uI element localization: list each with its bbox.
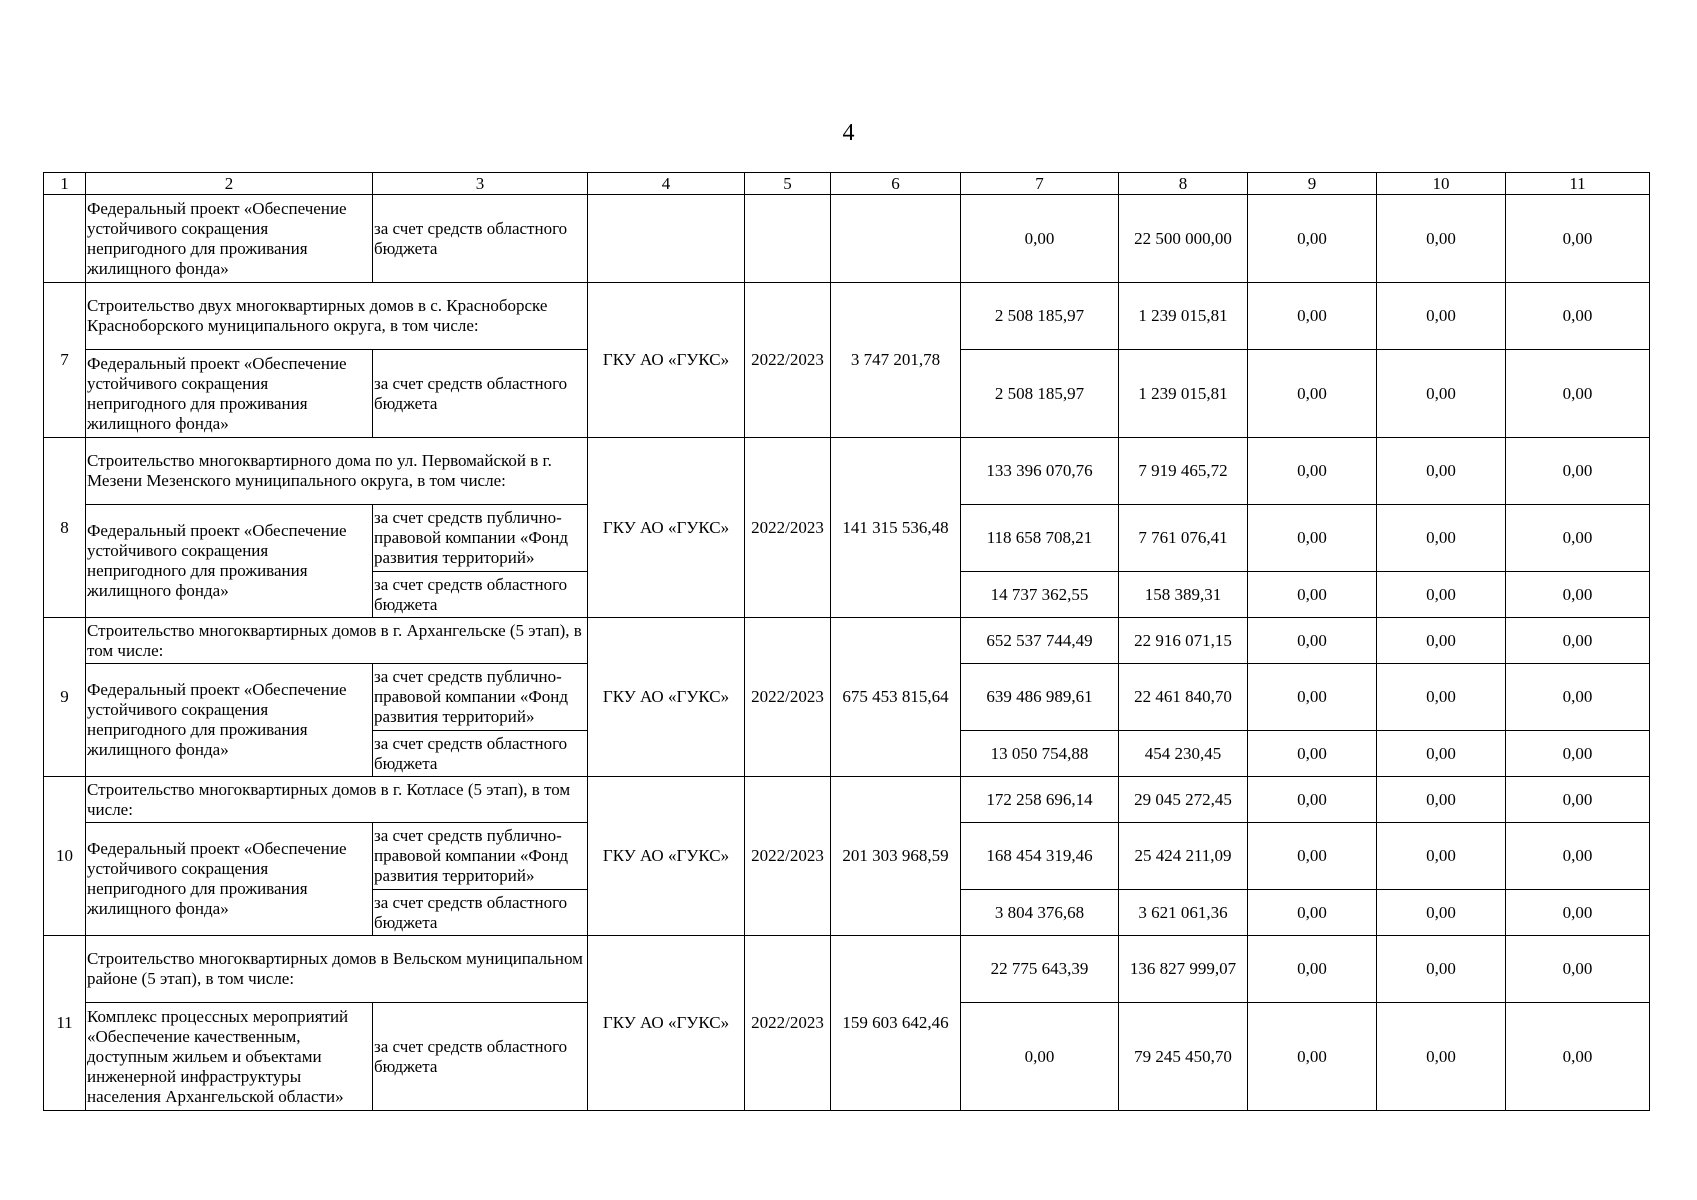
value-cell: 0,00 (1248, 350, 1377, 438)
period-cell: 2022/2023 (745, 438, 831, 618)
header-cell: 10 (1377, 173, 1506, 195)
value-cell: 0,00 (1506, 936, 1650, 1003)
value-cell: 0,00 (1377, 823, 1506, 890)
value-cell: 0,00 (1248, 505, 1377, 572)
value-cell: 1 239 015,81 (1119, 350, 1248, 438)
value-cell: 13 050 754,88 (961, 731, 1119, 777)
header-cell: 5 (745, 173, 831, 195)
value-cell: 0,00 (1377, 438, 1506, 505)
value-cell: 3 621 061,36 (1119, 890, 1248, 936)
value-cell: 0,00 (1377, 283, 1506, 350)
budget-table (43, 172, 1650, 1111)
period-cell: 2022/2023 (745, 618, 831, 777)
value-cell: 0,00 (1377, 350, 1506, 438)
object-title-cell: Строительство многоквартирного дома по ул. Первомайской в г. Мезени Мезенского муниципального округа, в том числе: (86, 438, 588, 505)
table-row (44, 777, 1650, 823)
value-cell: 0,00 (1248, 664, 1377, 731)
period-cell: 2022/2023 (745, 936, 831, 1111)
value-cell: 0,00 (961, 195, 1119, 283)
value-cell: 0,00 (1248, 572, 1377, 618)
value-cell: 652 537 744,49 (961, 618, 1119, 664)
table-row (44, 936, 1650, 1003)
value-cell: 0,00 (1377, 664, 1506, 731)
value-cell: 29 045 272,45 (1119, 777, 1248, 823)
value-cell: 7 761 076,41 (1119, 505, 1248, 572)
row-number-cell: 10 (44, 777, 86, 936)
value-cell: 22 500 000,00 (1119, 195, 1248, 283)
object-title-cell: Строительство многоквартирных домов в г. Котласе (5 этап), в том числе: (86, 777, 588, 823)
customer-cell: ГКУ АО «ГУКС» (588, 936, 745, 1111)
value-cell: 0,00 (1506, 195, 1650, 283)
cost-cell (831, 195, 961, 283)
funding-source-cell: за счет средств областного бюджета (373, 890, 588, 936)
cost-cell: 201 303 968,59 (831, 777, 961, 936)
table-row (44, 618, 1650, 664)
value-cell: 79 245 450,70 (1119, 1003, 1248, 1111)
value-cell: 0,00 (1377, 777, 1506, 823)
period-cell: 2022/2023 (745, 283, 831, 438)
value-cell: 0,00 (1248, 283, 1377, 350)
funding-source-cell: за счет средств областного бюджета (373, 1003, 588, 1111)
row-number-cell: 8 (44, 438, 86, 618)
period-cell: 2022/2023 (745, 777, 831, 936)
header-cell: 8 (1119, 173, 1248, 195)
value-cell: 0,00 (1506, 618, 1650, 664)
funding-source-cell: за счет средств областного бюджета (373, 350, 588, 438)
value-cell: 0,00 (1506, 572, 1650, 618)
value-cell: 0,00 (1377, 505, 1506, 572)
header-row (44, 173, 1650, 195)
row-number-cell (44, 195, 86, 283)
funding-source-cell: за счет средств публично-правовой компании «Фонд развития территорий» (373, 505, 588, 572)
value-cell: 0,00 (1506, 350, 1650, 438)
header-cell: 6 (831, 173, 961, 195)
header-cell: 4 (588, 173, 745, 195)
header-cell: 3 (373, 173, 588, 195)
funding-source-cell: за счет средств областного бюджета (373, 731, 588, 777)
value-cell: 0,00 (1377, 890, 1506, 936)
value-cell: 0,00 (1506, 283, 1650, 350)
customer-cell (588, 195, 745, 283)
value-cell: 25 424 211,09 (1119, 823, 1248, 890)
header-cell: 11 (1506, 173, 1650, 195)
value-cell: 1 239 015,81 (1119, 283, 1248, 350)
value-cell: 172 258 696,14 (961, 777, 1119, 823)
value-cell: 0,00 (1248, 890, 1377, 936)
page-number: 4 (842, 120, 855, 146)
cost-cell: 675 453 815,64 (831, 618, 961, 777)
value-cell: 0,00 (1377, 731, 1506, 777)
value-cell: 454 230,45 (1119, 731, 1248, 777)
project-name-cell: Комплекс процессных мероприятий «Обеспечение качественным, доступным жильем и объектами инженерной инфраструктуры населения Архангельской области» (86, 1003, 373, 1111)
funding-source-cell: за счет средств областного бюджета (373, 195, 588, 283)
value-cell: 0,00 (1506, 890, 1650, 936)
project-name-cell: Федеральный проект «Обеспечение устойчивого сокращения непригодного для проживания жилищного фонда» (86, 350, 373, 438)
value-cell: 2 508 185,97 (961, 350, 1119, 438)
value-cell: 22 916 071,15 (1119, 618, 1248, 664)
value-cell: 0,00 (1248, 195, 1377, 283)
value-cell: 3 804 376,68 (961, 890, 1119, 936)
value-cell: 2 508 185,97 (961, 283, 1119, 350)
value-cell: 0,00 (1506, 1003, 1650, 1111)
value-cell: 0,00 (1248, 777, 1377, 823)
cost-cell: 159 603 642,46 (831, 936, 961, 1111)
value-cell: 0,00 (1377, 936, 1506, 1003)
header-cell: 9 (1248, 173, 1377, 195)
value-cell: 22 775 643,39 (961, 936, 1119, 1003)
project-name-cell: Федеральный проект «Обеспечение устойчивого сокращения непригодного для проживания жилищного фонда» (86, 664, 373, 777)
row-number-cell: 9 (44, 618, 86, 777)
value-cell: 0,00 (1248, 1003, 1377, 1111)
value-cell: 14 737 362,55 (961, 572, 1119, 618)
customer-cell: ГКУ АО «ГУКС» (588, 283, 745, 438)
project-name-cell: Федеральный проект «Обеспечение устойчивого сокращения непригодного для проживания жилищного фонда» (86, 505, 373, 618)
funding-source-cell: за счет средств областного бюджета (373, 572, 588, 618)
cost-cell: 3 747 201,78 (831, 283, 961, 438)
object-title-cell: Строительство многоквартирных домов в Вельском муниципальном районе (5 этап), в том числе: (86, 936, 588, 1003)
header-cell: 1 (44, 173, 86, 195)
value-cell: 133 396 070,76 (961, 438, 1119, 505)
value-cell: 158 389,31 (1119, 572, 1248, 618)
row-number-cell: 7 (44, 283, 86, 438)
row-number-cell: 11 (44, 936, 86, 1111)
value-cell: 136 827 999,07 (1119, 936, 1248, 1003)
value-cell: 0,00 (1377, 1003, 1506, 1111)
value-cell: 0,00 (1506, 664, 1650, 731)
value-cell: 168 454 319,46 (961, 823, 1119, 890)
table-row (44, 283, 1650, 350)
value-cell: 0,00 (1248, 438, 1377, 505)
value-cell: 0,00 (961, 1003, 1119, 1111)
table-row (44, 438, 1650, 505)
value-cell: 118 658 708,21 (961, 505, 1119, 572)
value-cell: 22 461 840,70 (1119, 664, 1248, 731)
value-cell: 0,00 (1506, 777, 1650, 823)
value-cell: 0,00 (1248, 936, 1377, 1003)
value-cell: 0,00 (1506, 823, 1650, 890)
object-title-cell: Строительство многоквартирных домов в г. Архангельске (5 этап), в том числе: (86, 618, 588, 664)
project-name-cell: Федеральный проект «Обеспечение устойчивого сокращения непригодного для проживания жилищного фонда» (86, 823, 373, 936)
project-name-cell: Федеральный проект «Обеспечение устойчивого сокращения непригодного для проживания жилищного фонда» (86, 195, 373, 283)
customer-cell: ГКУ АО «ГУКС» (588, 618, 745, 777)
value-cell: 0,00 (1248, 731, 1377, 777)
value-cell: 0,00 (1377, 618, 1506, 664)
value-cell: 0,00 (1248, 618, 1377, 664)
value-cell: 0,00 (1248, 823, 1377, 890)
object-title-cell: Строительство двух многоквартирных домов в с. Красноборске Красноборского муниципального округа, в том числе: (86, 283, 588, 350)
funding-source-cell: за счет средств публично-правовой компании «Фонд развития территорий» (373, 664, 588, 731)
customer-cell: ГКУ АО «ГУКС» (588, 777, 745, 936)
funding-source-cell: за счет средств публично-правовой компании «Фонд развития территорий» (373, 823, 588, 890)
value-cell: 0,00 (1506, 438, 1650, 505)
period-cell (745, 195, 831, 283)
header-cell: 2 (86, 173, 373, 195)
value-cell: 0,00 (1377, 195, 1506, 283)
table-row (44, 195, 1650, 283)
value-cell: 7 919 465,72 (1119, 438, 1248, 505)
value-cell: 0,00 (1506, 505, 1650, 572)
value-cell: 0,00 (1506, 731, 1650, 777)
customer-cell: ГКУ АО «ГУКС» (588, 438, 745, 618)
header-cell: 7 (961, 173, 1119, 195)
value-cell: 0,00 (1377, 572, 1506, 618)
cost-cell: 141 315 536,48 (831, 438, 961, 618)
value-cell: 639 486 989,61 (961, 664, 1119, 731)
